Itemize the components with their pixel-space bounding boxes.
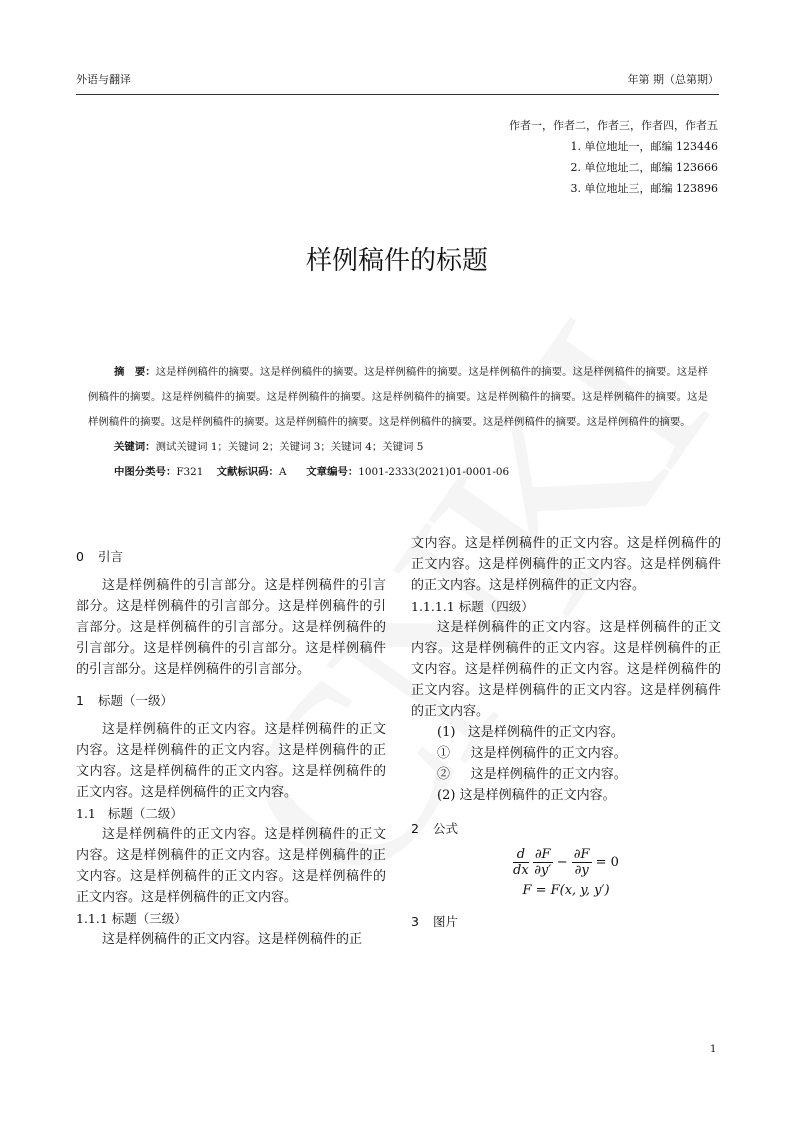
fraction-partial-f-partial-yprime <box>533 847 553 878</box>
denominator: dx <box>513 863 529 878</box>
doc-code-value: A <box>278 466 287 478</box>
formula-euler-lagrange <box>411 847 721 878</box>
section-1-1-1-paragraph-start: 这是样例稿件的正文内容。这是样例稿件的正 <box>102 932 363 947</box>
section-1-paragraph: 这是样例稿件的正文内容。这是样例稿件的正文内容。这是样例稿件的正文内容。这是样例稿件的正文内容。这是样例稿件的正文内容。这是样例稿件的正文内容。这是样例稿件的正文内容。 <box>76 722 386 800</box>
clc-label: 中图分类号： <box>114 466 177 478</box>
section-number: 1.1 <box>76 806 96 821</box>
denominator: ∂y <box>574 863 589 878</box>
affiliation-2: 2. 单位地址二，邮编 123666 <box>570 161 718 174</box>
abstract-text: 这是样例稿件的摘要。这是样例稿件的摘要。这是样例稿件的摘要。这是样例稿件的摘要。这是样例稿件的摘要。这是样例稿件的摘要。这是样例稿件的摘要。这是样例稿件的摘要。这是样例稿件的摘要。这是样例稿件的摘要。这是样例稿件的摘要。这是样例稿件的摘要。这是样例稿件的摘要。这是样例稿件的摘要。这是样例稿件的摘要。这是样例稿件的摘要。这是样例稿件的摘要。 <box>88 366 708 428</box>
section-number: 0 <box>76 549 84 564</box>
section-1-1-1-1-paragraph: 这是样例稿件的正文内容。这是样例稿件的正文内容。这是样例稿件的正文内容。这是样例稿件的正文内容。这是样例稿件的正文内容。这是样例稿件的正文内容。这是样例稿件的正文内容。这是样例稿件的正文内容。 <box>411 620 721 719</box>
list-item <box>411 722 721 743</box>
page-number: 1 <box>710 1044 717 1055</box>
formula-f-definition: F = F(x, y, y′) <box>522 883 610 898</box>
section-heading-2 <box>411 818 721 839</box>
section-title: 引言 <box>98 549 124 564</box>
list-marker: (2) <box>437 788 456 803</box>
list-item <box>411 785 721 806</box>
keywords-label: 关键词： <box>114 441 156 453</box>
section-number: 1.1.1.1 <box>411 599 455 614</box>
numerator: ∂F <box>534 847 551 862</box>
list-marker: ② <box>437 767 451 782</box>
article-no-value: 1001-2333(2021)01-0001-06 <box>358 466 510 478</box>
paper-title: 样例稿件的标题 <box>305 246 488 276</box>
section-title: 图片 <box>433 914 459 929</box>
list-item <box>411 743 721 764</box>
minus-sign: − <box>556 855 568 870</box>
left-column <box>76 540 386 950</box>
section-number: 1.1.1 <box>76 911 108 926</box>
list-text: 这是样例稿件的正文内容。 <box>459 788 616 803</box>
section-title: 标题（三级） <box>111 911 187 926</box>
section-title: 公式 <box>433 821 459 836</box>
clc-value: F321 <box>176 466 204 478</box>
section-heading-3 <box>411 911 721 932</box>
section-1-1-paragraph: 这是样例稿件的正文内容。这是样例稿件的正文内容。这是样例稿件的正文内容。这是样例稿件的正文内容。这是样例稿件的正文内容。这是样例稿件的正文内容。这是样例稿件的正文内容。 <box>76 827 386 905</box>
classification-line <box>88 460 708 485</box>
article-no-label: 文章编号： <box>306 466 359 478</box>
section-number: 3 <box>411 914 419 929</box>
denominator: ∂y′ <box>534 863 552 878</box>
list-text: 这是样例稿件的正文内容。 <box>470 767 627 782</box>
keywords-text: 测试关键词 1；关键词 2；关键词 3；关键词 4；关键词 5 <box>155 441 424 453</box>
affiliation-1: 1. 单位地址一，邮编 123446 <box>570 140 718 153</box>
running-header <box>76 70 719 95</box>
numerator: d <box>513 847 529 863</box>
author-names: 作者一，作者二，作者三，作者四，作者五 <box>509 119 718 132</box>
right-column <box>411 533 721 940</box>
journal-name: 外语与翻译 <box>76 73 131 86</box>
list-item <box>411 764 721 785</box>
affiliation-3: 3. 单位地址三，邮编 123896 <box>570 182 718 195</box>
section-title: 标题（一级） <box>98 693 174 708</box>
section-heading-0 <box>76 546 386 567</box>
fraction-d-dx <box>513 847 529 878</box>
section-heading-1-1 <box>76 803 386 824</box>
abstract-label: 摘 要： <box>114 366 156 378</box>
intro-paragraph: 这是样例稿件的引言部分。这是样例稿件的引言部分。这是样例稿件的引言部分。这是样例稿件的引言部分。这是样例稿件的引言部分。这是样例稿件的引言部分。这是样例稿件的引言部分。这是样例稿件的引言部分。这是样例稿件的引言部分。 <box>76 578 386 677</box>
equals-zero: = 0 <box>595 855 619 870</box>
fraction-partial-f-partial-y <box>572 847 592 878</box>
list-text: 这是样例稿件的正文内容。 <box>470 746 627 761</box>
list-marker: (1) <box>437 725 456 740</box>
section-heading-1 <box>76 690 386 711</box>
section-heading-1-1-1-1 <box>411 596 721 617</box>
list-marker: ① <box>437 746 451 761</box>
author-block <box>509 115 718 199</box>
issue-info: 年第 期（总第期） <box>627 73 719 86</box>
doc-code-label: 文献标识码： <box>216 466 279 478</box>
list-text: 这是样例稿件的正文内容。 <box>467 725 624 740</box>
abstract <box>88 360 708 485</box>
section-number: 1 <box>76 693 84 708</box>
section-number: 2 <box>411 821 419 836</box>
section-title: 标题（四级） <box>458 599 534 614</box>
section-heading-1-1-1 <box>76 908 386 929</box>
section-title: 标题（二级） <box>107 806 183 821</box>
numerator: ∂F <box>573 847 590 862</box>
keywords-line <box>88 435 708 460</box>
section-1-1-1-paragraph-cont: 文内容。这是样例稿件的正文内容。这是样例稿件的正文内容。这是样例稿件的正文内容。这是样例稿件的正文内容。这是样例稿件的正文内容。 <box>411 536 721 593</box>
